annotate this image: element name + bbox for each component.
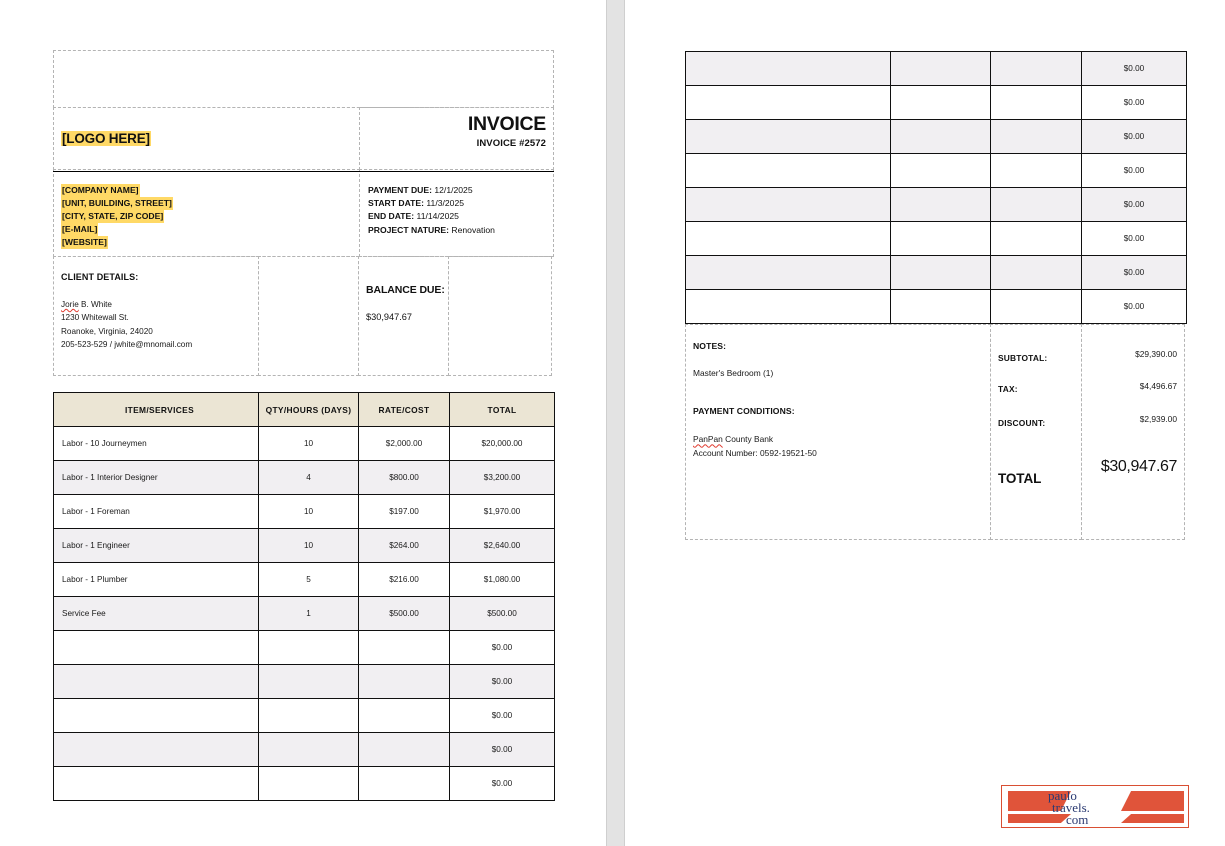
summary-block xyxy=(685,324,1186,540)
totals-values-cell xyxy=(1081,324,1185,540)
cell-qty[interactable]: 10 xyxy=(259,529,359,563)
start-date-value: 11/3/2025 xyxy=(426,198,464,209)
payment-conditions-heading: PAYMENT CONDITIONS: xyxy=(693,406,795,417)
cell-item[interactable] xyxy=(54,767,259,801)
end-date-line xyxy=(368,210,553,223)
cell-rate[interactable] xyxy=(991,222,1082,256)
company-website: [WEBSITE] xyxy=(61,236,108,249)
blank-band-row xyxy=(53,50,554,107)
client-city-state-zip: Roanoke, Virginia, 24020 xyxy=(61,326,153,336)
payment-due-line xyxy=(368,184,553,197)
table-row[interactable] xyxy=(686,86,1187,120)
cell-total[interactable]: $0.00 xyxy=(450,767,555,801)
cell-total[interactable]: $0.00 xyxy=(1082,188,1187,222)
invoice-page-2 xyxy=(625,0,1225,846)
client-contact: 205-523-529 / jwhite@mnomail.com xyxy=(61,339,193,349)
total-value: $30,947.67 xyxy=(1100,458,1177,475)
cell-rate[interactable]: $264.00 xyxy=(359,529,450,563)
cell-item[interactable] xyxy=(686,256,891,290)
table-row[interactable] xyxy=(54,733,555,767)
notes-cell[interactable] xyxy=(685,324,991,540)
cell-rate[interactable]: $197.00 xyxy=(359,495,450,529)
logo-cell[interactable] xyxy=(53,107,360,170)
cell-qty[interactable] xyxy=(891,290,991,324)
tax-value: $4,496.67 xyxy=(1139,381,1177,391)
logo-placeholder: [LOGO HERE] xyxy=(62,131,150,146)
bank-account-line: Account Number: 0592-19521-50 xyxy=(693,447,817,458)
cell-qty[interactable] xyxy=(891,52,991,86)
table-row[interactable] xyxy=(686,52,1187,86)
table-row[interactable] xyxy=(54,631,555,665)
items-table-header-row xyxy=(54,393,555,427)
cell-rate[interactable] xyxy=(359,699,450,733)
start-date-line xyxy=(368,197,553,210)
column-header-rate: RATE/COST xyxy=(359,393,450,427)
cell-rate[interactable] xyxy=(359,767,450,801)
table-row[interactable] xyxy=(54,495,555,529)
notes-text: Master's Bedroom (1) xyxy=(693,368,774,378)
cell-total[interactable]: $0.00 xyxy=(1082,154,1187,188)
bank-name-line xyxy=(693,433,990,446)
cell-total[interactable]: $500.00 xyxy=(450,597,555,631)
items-table xyxy=(53,392,555,801)
project-nature-line xyxy=(368,224,553,237)
cell-total[interactable]: $0.00 xyxy=(1082,290,1187,324)
payment-due-value: 12/1/2025 xyxy=(434,185,473,195)
client-name xyxy=(61,298,258,311)
blank-spacer-cell xyxy=(53,50,554,108)
items-table-body xyxy=(54,427,555,801)
cell-rate[interactable] xyxy=(991,290,1082,324)
cell-rate[interactable] xyxy=(991,256,1082,290)
cell-rate[interactable] xyxy=(359,665,450,699)
cell-qty[interactable] xyxy=(259,699,359,733)
balance-due-label: BALANCE DUE: xyxy=(366,284,445,296)
cell-qty[interactable]: 10 xyxy=(259,427,359,461)
cell-total[interactable]: $0.00 xyxy=(450,631,555,665)
cell-rate[interactable] xyxy=(991,120,1082,154)
table-row[interactable] xyxy=(686,154,1187,188)
company-project-row xyxy=(53,169,554,256)
cell-qty[interactable] xyxy=(259,767,359,801)
cell-total[interactable]: $0.00 xyxy=(1082,256,1187,290)
cell-qty[interactable]: 1 xyxy=(259,597,359,631)
invoice-number: INVOICE #2572 xyxy=(476,138,546,150)
client-name-misspelled: Jorie xyxy=(61,300,79,309)
cell-total[interactable]: $1,970.00 xyxy=(450,495,555,529)
cell-rate[interactable] xyxy=(991,86,1082,120)
brand-logo-line-1: paulo xyxy=(1048,788,1077,803)
balance-due-cell xyxy=(358,256,449,376)
cell-item[interactable]: Labor - 1 Interior Designer xyxy=(54,461,259,495)
start-date-label: START DATE: xyxy=(368,198,425,209)
table-row[interactable] xyxy=(54,699,555,733)
brand-logo-text xyxy=(1002,786,1190,829)
page-title: INVOICE xyxy=(467,113,546,135)
company-street: [UNIT, BUILDING, STREET] xyxy=(61,197,173,210)
cell-qty[interactable] xyxy=(891,154,991,188)
cell-qty[interactable] xyxy=(891,86,991,120)
balance-due-amount: $30,947.67 xyxy=(366,312,412,322)
table-row[interactable] xyxy=(686,290,1187,324)
brand-logo-line-2: travels. xyxy=(1052,800,1090,815)
column-header-total: TOTAL xyxy=(450,393,555,427)
discount-label: DISCOUNT: xyxy=(998,418,1046,428)
cell-rate[interactable]: $216.00 xyxy=(359,563,450,597)
cell-item[interactable] xyxy=(686,120,891,154)
table-row[interactable] xyxy=(54,563,555,597)
subtotal-label: SUBTOTAL: xyxy=(998,353,1048,363)
cell-rate[interactable] xyxy=(359,631,450,665)
client-street: 1230 Whitewall St. xyxy=(61,313,129,323)
items-table-continued xyxy=(685,51,1187,324)
table-row[interactable] xyxy=(54,529,555,563)
cell-rate[interactable] xyxy=(359,733,450,767)
cell-item[interactable] xyxy=(54,733,259,767)
column-header-qty: QTY/HOURS (DAYS) xyxy=(259,393,359,427)
totals-labels-cell xyxy=(990,324,1082,540)
table-row[interactable] xyxy=(686,188,1187,222)
end-date-label: END DATE: xyxy=(368,211,415,222)
cell-total[interactable]: $1,080.00 xyxy=(450,563,555,597)
company-name: [COMPANY NAME] xyxy=(61,184,140,197)
project-nature-value: Renovation xyxy=(451,224,495,235)
table-row[interactable] xyxy=(54,767,555,801)
cell-item[interactable]: Labor - 1 Engineer xyxy=(54,529,259,563)
bank-name-misspelled: PanPan xyxy=(693,434,723,445)
payment-due-label: PAYMENT DUE: xyxy=(368,185,432,195)
cell-item[interactable] xyxy=(686,52,891,86)
client-details-label: CLIENT DETAILS: xyxy=(61,272,139,282)
logo-title-row xyxy=(53,107,554,169)
cell-total[interactable]: $0.00 xyxy=(1082,86,1187,120)
discount-value: $2,939.00 xyxy=(1139,414,1177,424)
bank-name-rest: County Bank xyxy=(722,434,774,445)
notes-heading: NOTES: xyxy=(693,341,727,351)
cell-item[interactable] xyxy=(54,631,259,665)
client-address-block xyxy=(61,298,258,351)
invoice-page-1 xyxy=(0,0,606,846)
cell-total[interactable]: $0.00 xyxy=(1082,52,1187,86)
company-info-cell[interactable] xyxy=(53,169,360,257)
project-info-cell[interactable] xyxy=(359,169,554,257)
cell-qty[interactable] xyxy=(259,631,359,665)
client-spacer-cell xyxy=(258,256,359,376)
project-nature-label: PROJECT NATURE: xyxy=(368,224,450,235)
end-date-value: 11/14/2025 xyxy=(416,211,459,222)
table-row[interactable] xyxy=(54,427,555,461)
cell-item[interactable]: Labor - 1 Foreman xyxy=(54,495,259,529)
items-table-continued-body xyxy=(686,52,1187,324)
client-balance-row xyxy=(53,256,554,375)
header-divider-rule xyxy=(53,171,554,172)
cell-total[interactable]: $0.00 xyxy=(450,733,555,767)
cell-total[interactable]: $0.00 xyxy=(450,699,555,733)
invoice-title-cell xyxy=(359,107,554,170)
tax-label: TAX: xyxy=(998,384,1018,394)
table-row[interactable] xyxy=(686,222,1187,256)
cell-rate[interactable]: $800.00 xyxy=(359,461,450,495)
cell-item[interactable] xyxy=(686,188,891,222)
cell-total[interactable]: $3,200.00 xyxy=(450,461,555,495)
client-name-rest: B. White xyxy=(78,300,112,309)
cell-qty[interactable]: 4 xyxy=(259,461,359,495)
cell-total[interactable]: $2,640.00 xyxy=(450,529,555,563)
cell-item[interactable] xyxy=(686,154,891,188)
brand-logo xyxy=(1001,785,1189,828)
cell-item[interactable]: Labor - 1 Plumber xyxy=(54,563,259,597)
cell-item[interactable] xyxy=(54,699,259,733)
cell-total[interactable]: $0.00 xyxy=(1082,120,1187,154)
cell-item[interactable] xyxy=(686,86,891,120)
cell-item[interactable]: Service Fee xyxy=(54,597,259,631)
cell-qty[interactable] xyxy=(259,733,359,767)
company-city: [CITY, STATE, ZIP CODE] xyxy=(61,210,164,223)
cell-qty[interactable] xyxy=(891,120,991,154)
subtotal-value: $29,390.00 xyxy=(1135,349,1177,359)
bank-info-block xyxy=(693,433,990,460)
cell-total[interactable]: $0.00 xyxy=(1082,222,1187,256)
cell-rate[interactable] xyxy=(991,154,1082,188)
cell-qty[interactable] xyxy=(891,256,991,290)
table-row[interactable] xyxy=(54,461,555,495)
cell-rate[interactable] xyxy=(991,52,1082,86)
cell-item[interactable]: Labor - 10 Journeymen xyxy=(54,427,259,461)
page-gutter xyxy=(606,0,625,846)
column-header-item: ITEM/SERVICES xyxy=(54,393,259,427)
balance-spacer-cell xyxy=(448,256,552,376)
table-row[interactable] xyxy=(54,665,555,699)
cell-qty[interactable]: 5 xyxy=(259,563,359,597)
company-email: [E-MAIL] xyxy=(61,223,98,236)
cell-item[interactable] xyxy=(686,290,891,324)
cell-item[interactable] xyxy=(54,665,259,699)
client-details-cell[interactable] xyxy=(53,256,259,376)
brand-logo-line-3: com xyxy=(1066,812,1089,827)
cell-rate[interactable]: $2,000.00 xyxy=(359,427,450,461)
table-row[interactable] xyxy=(54,597,555,631)
cell-qty[interactable]: 10 xyxy=(259,495,359,529)
invoice-header-block xyxy=(53,50,554,375)
cell-total[interactable]: $0.00 xyxy=(450,665,555,699)
table-row[interactable] xyxy=(686,256,1187,290)
cell-rate[interactable] xyxy=(991,188,1082,222)
cell-total[interactable]: $20,000.00 xyxy=(450,427,555,461)
cell-qty[interactable] xyxy=(891,188,991,222)
cell-rate[interactable]: $500.00 xyxy=(359,597,450,631)
cell-item[interactable] xyxy=(686,222,891,256)
cell-qty[interactable] xyxy=(891,222,991,256)
table-row[interactable] xyxy=(686,120,1187,154)
total-label: TOTAL xyxy=(998,471,1042,486)
cell-qty[interactable] xyxy=(259,665,359,699)
